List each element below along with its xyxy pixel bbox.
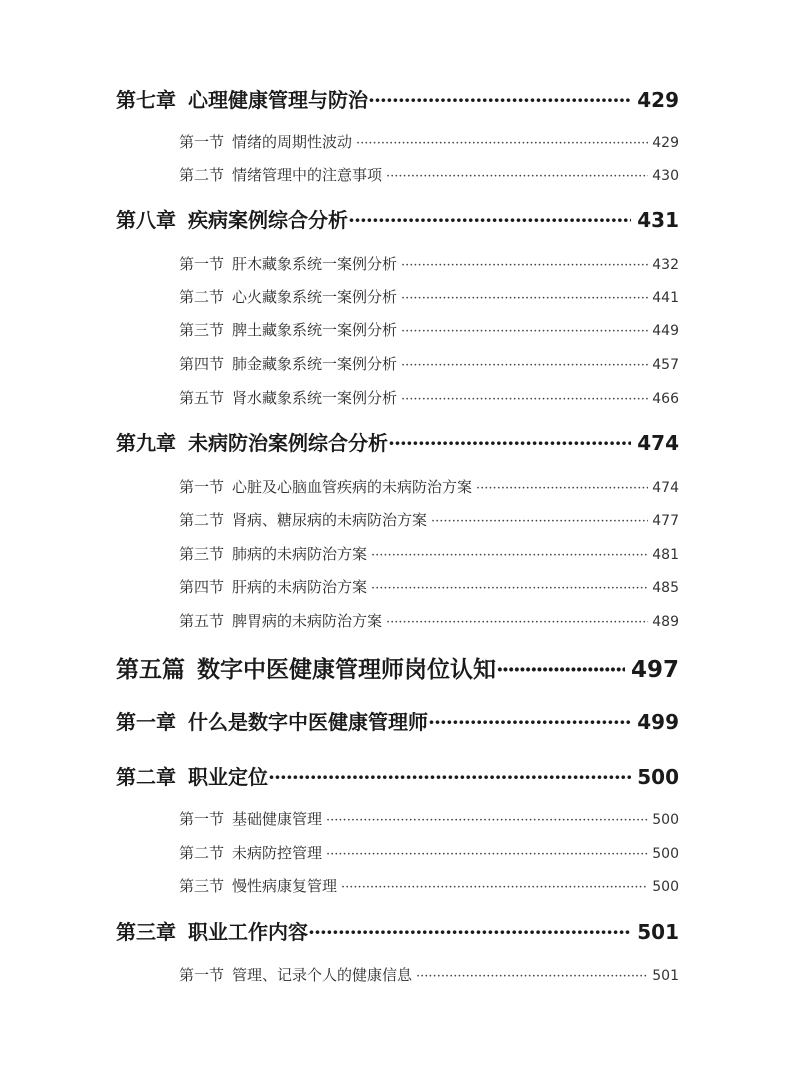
entry-page-number: 499 (637, 710, 679, 734)
entry-title: 肝木藏象系统一案例分析 (232, 255, 398, 273)
entry-page-number: 500 (637, 765, 679, 789)
entry-title: 心火藏象系统一案例分析 (232, 288, 398, 306)
toc-section-entry[interactable] (179, 509, 679, 530)
toc-section-entry[interactable] (179, 808, 679, 829)
entry-title: 肾病、糖尿病的未病防治方案 (232, 511, 428, 529)
dot-leader (476, 481, 648, 496)
entry-page-number: 497 (630, 657, 679, 683)
entry-number: 第四节 (179, 578, 225, 596)
entry-title: 什么是数字中医健康管理师 (188, 710, 428, 734)
entry-number: 第三章 (116, 920, 176, 944)
dot-leader (341, 880, 648, 895)
dot-leader (416, 969, 648, 984)
toc-chapter-entry[interactable] (116, 84, 679, 113)
entry-title: 职业工作内容 (188, 920, 308, 944)
toc-section-entry[interactable] (179, 964, 679, 985)
dot-leader (371, 581, 648, 596)
dot-leader (428, 710, 631, 734)
dot-leader (326, 847, 648, 862)
toc-section-entry[interactable] (179, 610, 679, 631)
toc-section-entry[interactable] (179, 842, 679, 863)
entry-page-number: 485 (652, 580, 679, 596)
dot-leader (386, 615, 648, 630)
entry-number: 第三节 (179, 877, 225, 895)
entry-number: 第五篇 (116, 657, 185, 683)
entry-title: 未病防控管理 (232, 844, 323, 862)
dot-leader (308, 920, 631, 944)
entry-number: 第四节 (179, 355, 225, 373)
entry-page-number: 449 (652, 323, 679, 339)
dot-leader (356, 136, 648, 151)
entry-number: 第一节 (179, 255, 225, 273)
entry-number: 第五节 (179, 612, 225, 630)
dot-leader (496, 657, 625, 683)
toc-section-entry[interactable] (179, 353, 679, 374)
entry-number: 第二节 (179, 288, 225, 306)
dot-leader (368, 88, 631, 112)
dot-leader (386, 169, 648, 184)
entry-number: 第三节 (179, 321, 225, 339)
entry-number: 第八章 (116, 208, 176, 232)
entry-title: 基础健康管理 (232, 810, 323, 828)
entry-number: 第五节 (179, 389, 225, 407)
entry-number: 第九章 (116, 431, 176, 455)
entry-page-number: 429 (637, 88, 679, 112)
entry-page-number: 430 (652, 168, 679, 184)
entry-number: 第一节 (179, 133, 225, 151)
entry-title: 心脏及心脑血管疾病的未病防治方案 (232, 478, 473, 496)
toc-section-entry[interactable] (179, 387, 679, 408)
dot-leader (401, 291, 648, 306)
entry-page-number: 474 (637, 431, 679, 455)
dot-leader (388, 431, 631, 455)
entry-title: 职业定位 (188, 765, 268, 789)
entry-title: 心理健康管理与防治 (188, 88, 368, 112)
entry-page-number: 432 (652, 257, 679, 273)
dot-leader (268, 765, 631, 789)
entry-title: 肝病的未病防治方案 (232, 578, 368, 596)
entry-number: 第一节 (179, 478, 225, 496)
entry-page-number: 429 (652, 135, 679, 151)
entry-title: 脾胃病的未病防治方案 (232, 612, 383, 630)
dot-leader (431, 514, 648, 529)
entry-number: 第七章 (116, 88, 176, 112)
toc-part-entry[interactable] (116, 651, 679, 684)
toc-section-entry[interactable] (179, 875, 679, 896)
entry-title: 疾病案例综合分析 (188, 208, 348, 232)
entry-number: 第一章 (116, 710, 176, 734)
entry-page-number: 500 (652, 846, 679, 862)
toc-section-entry[interactable] (179, 131, 679, 152)
toc-chapter-entry[interactable] (116, 916, 679, 945)
entry-title: 慢性病康复管理 (232, 877, 338, 895)
toc-section-entry[interactable] (179, 543, 679, 564)
entry-page-number: 441 (652, 290, 679, 306)
toc-section-entry[interactable] (179, 319, 679, 340)
dot-leader (371, 548, 648, 563)
entry-page-number: 500 (652, 879, 679, 895)
entry-page-number: 501 (637, 920, 679, 944)
entry-page-number: 431 (637, 208, 679, 232)
entry-title: 脾土藏象系统一案例分析 (232, 321, 398, 339)
entry-number: 第二节 (179, 844, 225, 862)
dot-leader (401, 258, 648, 273)
entry-title: 管理、记录个人的健康信息 (232, 966, 413, 984)
dot-leader (401, 358, 648, 373)
entry-page-number: 457 (652, 357, 679, 373)
toc-section-entry[interactable] (179, 286, 679, 307)
entry-title: 情绪管理中的注意事项 (232, 166, 383, 184)
entry-page-number: 501 (652, 968, 679, 984)
dot-leader (326, 813, 648, 828)
dot-leader (348, 208, 631, 232)
toc-chapter-entry[interactable] (116, 706, 679, 735)
entry-title: 肺病的未病防治方案 (232, 545, 368, 563)
entry-page-number: 500 (652, 812, 679, 828)
entry-page-number: 489 (652, 614, 679, 630)
toc-section-entry[interactable] (179, 476, 679, 497)
entry-number: 第二节 (179, 511, 225, 529)
toc-section-entry[interactable] (179, 253, 679, 274)
entry-title: 未病防治案例综合分析 (188, 431, 388, 455)
entry-number: 第二节 (179, 166, 225, 184)
entry-page-number: 477 (652, 513, 679, 529)
toc-chapter-entry[interactable] (116, 204, 679, 233)
entry-title: 肾水藏象系统一案例分析 (232, 389, 398, 407)
entry-title: 情绪的周期性波动 (232, 133, 353, 151)
toc-chapter-entry[interactable] (116, 761, 679, 790)
dot-leader (401, 392, 648, 407)
entry-title: 肺金藏象系统一案例分析 (232, 355, 398, 373)
entry-number: 第一节 (179, 810, 225, 828)
entry-page-number: 481 (652, 547, 679, 563)
entry-number: 第三节 (179, 545, 225, 563)
toc-section-entry[interactable] (179, 164, 679, 185)
entry-page-number: 474 (652, 480, 679, 496)
entry-number: 第一节 (179, 966, 225, 984)
dot-leader (401, 324, 648, 339)
entry-title: 数字中医健康管理师岗位认知 (197, 657, 496, 683)
toc-chapter-entry[interactable] (116, 427, 679, 456)
entry-number: 第二章 (116, 765, 176, 789)
toc-section-entry[interactable] (179, 576, 679, 597)
entry-page-number: 466 (652, 391, 679, 407)
